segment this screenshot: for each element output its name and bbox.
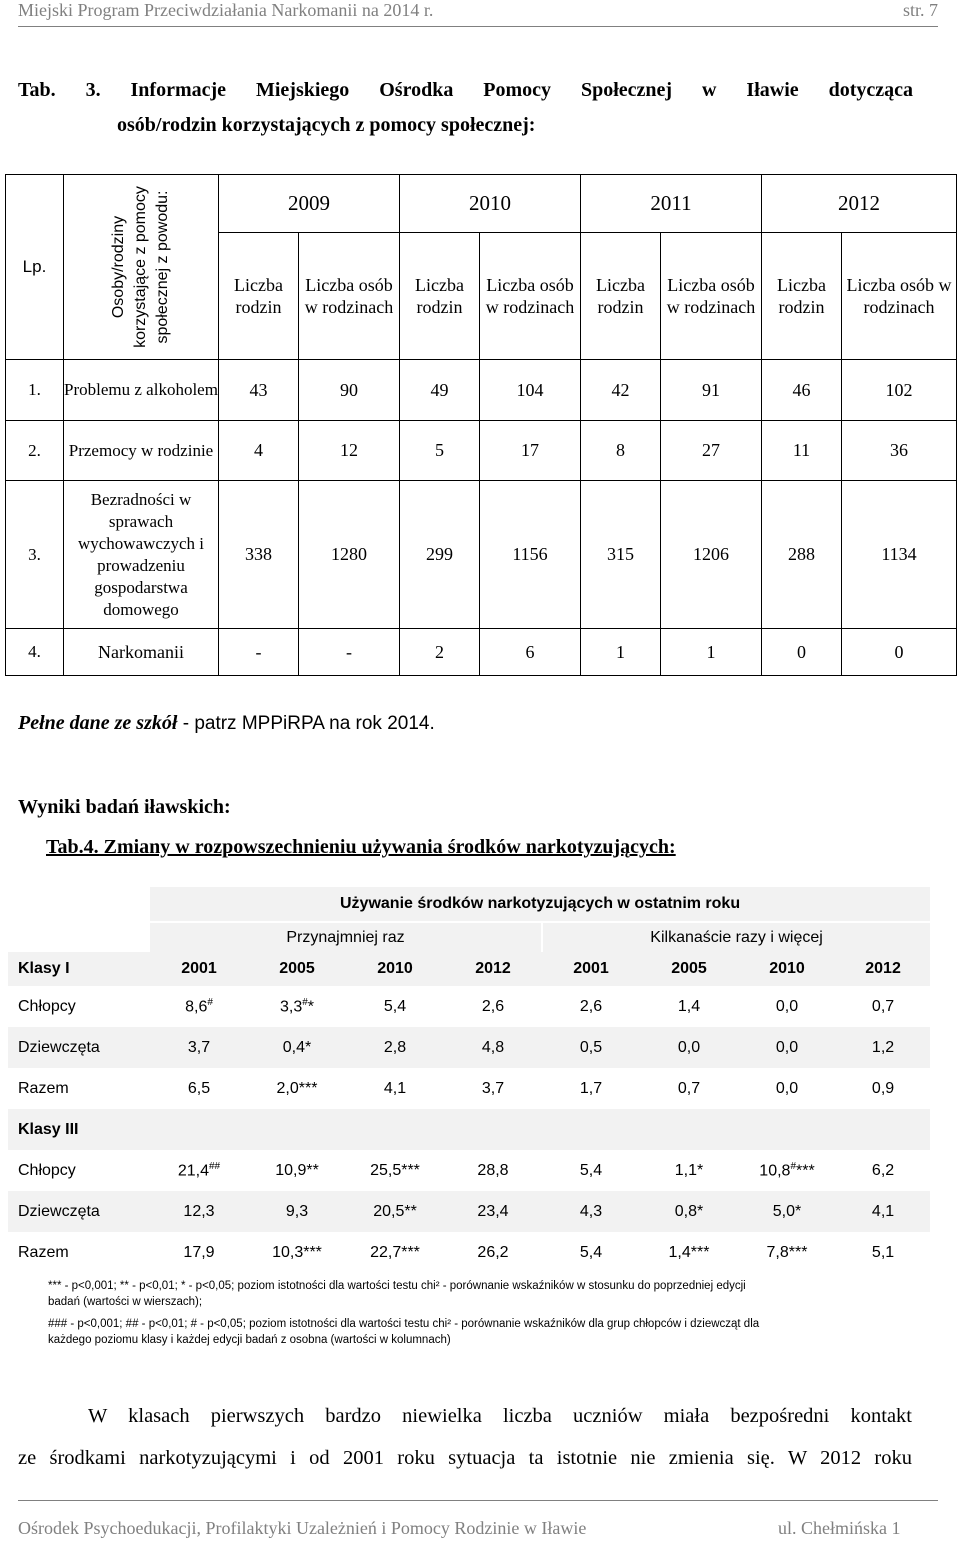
t4-cell xyxy=(248,1232,346,1273)
t4-cell-sup: ## xyxy=(209,1160,221,1172)
row4-v4: 6 xyxy=(480,629,581,676)
t4-cell-value: 0,8* xyxy=(674,1202,704,1220)
t4-header-main: Używanie środków narkotyzujących w ostatnim roku xyxy=(150,887,930,922)
schools-note xyxy=(18,712,435,735)
t4-group2: Kilkanaście razy i więcej xyxy=(542,922,930,952)
t4-year: 2001 xyxy=(542,952,640,986)
row2-v6: 27 xyxy=(661,421,762,481)
sub-families: Liczba rodzin xyxy=(762,233,842,360)
row4-v8: 0 xyxy=(842,629,957,676)
t4-year: 2012 xyxy=(836,952,930,986)
t4-cell xyxy=(150,1150,248,1191)
t4-cell xyxy=(542,986,640,1027)
t4-cell-value: 28,8 xyxy=(477,1161,509,1179)
row3-lp: 3. xyxy=(6,481,64,629)
body-paragraph xyxy=(18,1395,912,1479)
footnote-line: badań (wartości w wierszach); xyxy=(48,1296,203,1308)
t4-cell-value: 21,4 xyxy=(177,1162,209,1180)
footer-right: ul. Chełmińska 1 xyxy=(778,1518,901,1538)
t4-cell xyxy=(738,1068,836,1109)
footer-left: Ośrodek Psychoedukacji, Profilaktyki Uzależnień i Pomocy Rodzinie w Iławie xyxy=(18,1518,587,1538)
footnotes xyxy=(48,1278,928,1348)
t4-cell-value: 4,1 xyxy=(871,1202,895,1220)
t4-cell xyxy=(738,986,836,1027)
row1-v8: 102 xyxy=(842,360,957,421)
t4-klasy1-rows xyxy=(8,986,930,1109)
col-reason-text: Osoby/rodziny korzystające z pomocy społecznej z powodu: xyxy=(110,186,171,348)
row1-v1: 43 xyxy=(219,360,299,421)
row2-lp: 2. xyxy=(6,421,64,481)
t4-cell-value: 1,2 xyxy=(871,1038,895,1056)
t4-cell-value: 5,1 xyxy=(871,1243,895,1261)
row4-reason: Narkomanii xyxy=(64,629,219,676)
table3-caption-line1: Tab. 3. Informacje Miejskiego Ośrodka Pomocy Społecznej w Iławie dotycząca xyxy=(18,79,913,101)
paragraph-line1: W klasach pierwszych bardzo niewielka liczba uczniów miała bezpośredni kontakt xyxy=(88,1405,912,1427)
t4-cell xyxy=(444,1150,542,1191)
year-2012: 2012 xyxy=(762,175,957,233)
t4-cell-value: 0,0 xyxy=(775,997,799,1015)
header-left-text: Miejski Program Przeciwdziałania Narkomanii na 2014 r. xyxy=(18,0,434,20)
t4-cell xyxy=(444,1191,542,1232)
t4-year: 2010 xyxy=(346,952,444,986)
t4-cell-value: 3,7 xyxy=(187,1038,211,1056)
t4-row-label: Chłopcy xyxy=(8,1150,150,1191)
t4-cell xyxy=(640,1232,738,1273)
t4-cell-value: 4,8 xyxy=(481,1038,505,1056)
t4-cell-value: 0,0 xyxy=(775,1038,799,1056)
t4-cell xyxy=(738,1191,836,1232)
t4-row-label: Razem xyxy=(8,1068,150,1109)
row1-v2: 90 xyxy=(299,360,400,421)
t4-cell-value: 25,5*** xyxy=(370,1161,420,1179)
t4-year: 2005 xyxy=(248,952,346,986)
row1-v4: 104 xyxy=(480,360,581,421)
t4-cell xyxy=(836,1191,930,1232)
t4-blank xyxy=(8,887,150,922)
row2-v5: 8 xyxy=(581,421,661,481)
t4-cell-value: 20,5** xyxy=(373,1202,417,1220)
row2-reason: Przemocy w rodzinie xyxy=(64,421,219,481)
t4-cell-value: 2,6 xyxy=(481,997,505,1015)
row3-v1: 338 xyxy=(219,481,299,629)
row4-v1: - xyxy=(219,629,299,676)
t4-cell-value: 2,8 xyxy=(383,1038,407,1056)
footnote-line: ### - p<0,001; ## - p<0,01; # - p<0,05; poziom istotności dla wartości testu chi² - porównanie wskaźników dla grup chłopców i dziewcząt dla xyxy=(48,1318,760,1330)
row4-v3: 2 xyxy=(400,629,480,676)
t4-cell-value: 2,6 xyxy=(579,997,603,1015)
year-2011: 2011 xyxy=(581,175,762,233)
t4-blank xyxy=(8,922,150,952)
paragraph-line2: ze środkami narkotyzującymi i od 2001 roku sytuacja ta istotnie nie zmienia się. W 2012 roku xyxy=(18,1447,912,1469)
t4-cell xyxy=(248,1027,346,1068)
t4-cell-value: 17,9 xyxy=(183,1243,215,1261)
t4-cell-sup: # xyxy=(207,996,213,1008)
table-row xyxy=(8,1027,930,1068)
row4-v7: 0 xyxy=(762,629,842,676)
t4-cell-value: 1,4*** xyxy=(668,1243,710,1261)
row4-lp: 4. xyxy=(6,629,64,676)
t4-klasy3: Klasy III xyxy=(8,1109,150,1150)
t4-cell xyxy=(640,1191,738,1232)
table3-caption-line2: osób/rodzin korzystających z pomocy społecznej: xyxy=(117,114,536,136)
table-row xyxy=(8,1191,930,1232)
row4-v2: - xyxy=(299,629,400,676)
t4-cell-value: 10,9** xyxy=(275,1161,319,1179)
row4-v5: 1 xyxy=(581,629,661,676)
t4-cell-value: 2,0*** xyxy=(276,1079,318,1097)
t4-cell xyxy=(346,1232,444,1273)
t4-cell-value: 3,7 xyxy=(481,1079,505,1097)
t4-cell xyxy=(346,1068,444,1109)
t4-cell xyxy=(640,1068,738,1109)
t4-cell-value: 4,3 xyxy=(579,1202,603,1220)
table4-caption: Tab.4. Zmiany w rozpowszechnieniu używania środków narkotyzujących: xyxy=(46,836,676,858)
table3 xyxy=(5,174,957,676)
t4-cell-sup: # xyxy=(790,1160,796,1172)
t4-cell xyxy=(640,1150,738,1191)
t4-cell xyxy=(150,986,248,1027)
t4-row-label: Dziewczęta xyxy=(8,1191,150,1232)
t4-cell xyxy=(150,1068,248,1109)
t4-cell xyxy=(542,1150,640,1191)
t4-cell xyxy=(542,1068,640,1109)
table-row xyxy=(8,1150,930,1191)
t4-cell-value: 1,7 xyxy=(579,1079,603,1097)
t4-cell xyxy=(836,1068,930,1109)
t4-cell-value: 22,7*** xyxy=(370,1243,420,1261)
t4-cell-value: 7,8*** xyxy=(766,1243,808,1261)
t4-cell xyxy=(346,1191,444,1232)
t4-cell-value: 6,2 xyxy=(871,1161,895,1179)
row1-v5: 42 xyxy=(581,360,661,421)
footnote-line: *** - p<0,001; ** - p<0,01; * - p<0,05; poziom istotności dla wartości testu chi² - porównanie wskaźników w stosunku do poprzedniej edycji xyxy=(48,1280,746,1292)
sub-persons: Liczba osób w rodzinach xyxy=(661,233,762,360)
t4-cell-value: 4,1 xyxy=(383,1079,407,1097)
t4-cell xyxy=(444,1027,542,1068)
col-reason-header xyxy=(64,175,219,360)
row2-v3: 5 xyxy=(400,421,480,481)
t4-cell xyxy=(542,1232,640,1273)
t4-cell xyxy=(640,1027,738,1068)
col-lp-header: Lp. xyxy=(6,175,64,360)
row3-v4: 1156 xyxy=(480,481,581,629)
row3-v8: 1134 xyxy=(842,481,957,629)
row3-v6: 1206 xyxy=(661,481,762,629)
t4-cell xyxy=(248,986,346,1027)
year-2010: 2010 xyxy=(400,175,581,233)
t4-cell-stars: *** xyxy=(796,1162,815,1180)
t4-cell-value: 6,5 xyxy=(187,1079,211,1097)
row1-v3: 49 xyxy=(400,360,480,421)
row1-v6: 91 xyxy=(661,360,762,421)
row2-v8: 36 xyxy=(842,421,957,481)
t4-cell-value: 0,9 xyxy=(871,1079,895,1097)
t4-cell-value: 5,4 xyxy=(383,997,407,1015)
page-header xyxy=(18,0,938,28)
section-title: Wyniki badań iławskich: xyxy=(18,796,231,818)
sub-families: Liczba rodzin xyxy=(400,233,480,360)
t4-years-row xyxy=(8,952,930,986)
t4-cell xyxy=(248,1068,346,1109)
t4-cell xyxy=(542,1191,640,1232)
t4-cell-value: 5,4 xyxy=(579,1161,603,1179)
row3-v3: 299 xyxy=(400,481,480,629)
sub-persons: Liczba osób w rodzinach xyxy=(842,233,957,360)
t4-cell xyxy=(444,986,542,1027)
row3-v2: 1280 xyxy=(299,481,400,629)
t4-cell-value: 10,3*** xyxy=(272,1243,322,1261)
table-row xyxy=(8,986,930,1027)
t4-cell xyxy=(150,1191,248,1232)
t4-klasy3-rows xyxy=(8,1150,930,1273)
row2-v2: 12 xyxy=(299,421,400,481)
t4-row-label: Dziewczęta xyxy=(8,1027,150,1068)
t4-cell xyxy=(738,1150,836,1191)
t4-cell xyxy=(836,1232,930,1273)
row2-v4: 17 xyxy=(480,421,581,481)
t4-cell-value: 0,7 xyxy=(677,1079,701,1097)
t4-cell-value: 0,0 xyxy=(775,1079,799,1097)
t4-cell xyxy=(542,1027,640,1068)
t4-cell-value: 0,7 xyxy=(871,997,895,1015)
t4-cell-value: 5,4 xyxy=(579,1243,603,1261)
footnote-line: każdego poziomu klasy i każdej edycji badań z osobna (wartości w kolumnach) xyxy=(48,1334,451,1346)
t4-cell xyxy=(346,1150,444,1191)
t4-cell-value: 23,4 xyxy=(477,1202,509,1220)
t4-group1: Przynajmniej raz xyxy=(150,922,542,952)
t4-cell xyxy=(444,1232,542,1273)
t4-cell xyxy=(836,1150,930,1191)
t4-cell xyxy=(346,986,444,1027)
t4-cell xyxy=(836,1027,930,1068)
t4-cell xyxy=(248,1150,346,1191)
row3-v5: 315 xyxy=(581,481,661,629)
t4-cell-value: 8,6 xyxy=(185,998,208,1016)
t4-cell-value: 0,5 xyxy=(579,1038,603,1056)
t4-row-label: Chłopcy xyxy=(8,986,150,1027)
t4-cell-value: 9,3 xyxy=(285,1202,309,1220)
table-row xyxy=(8,1232,930,1273)
row3-reason: Bezradności w sprawach wychowawczych i prowadzeniu gospodarstwa domowego xyxy=(64,481,219,629)
t4-cell-stars: * xyxy=(307,998,315,1016)
t4-cell-value: 10,8 xyxy=(759,1162,791,1180)
t4-cell xyxy=(248,1191,346,1232)
row1-reason: Problemu z alkoholem xyxy=(64,360,219,421)
t4-row-label: Razem xyxy=(8,1232,150,1273)
t4-cell xyxy=(444,1068,542,1109)
t4-cell-value: 26,2 xyxy=(477,1243,509,1261)
row2-v1: 4 xyxy=(219,421,299,481)
t4-cell-value: 0,4* xyxy=(282,1038,312,1056)
t4-cell xyxy=(836,986,930,1027)
t4-cell-value: 0,0 xyxy=(677,1038,701,1056)
row1-lp: 1. xyxy=(6,360,64,421)
t4-cell-value: 1,1* xyxy=(674,1161,704,1179)
t4-cell xyxy=(738,1027,836,1068)
t4-cell-sup: # xyxy=(302,996,308,1008)
t4-year: 2012 xyxy=(444,952,542,986)
t4-cell xyxy=(640,986,738,1027)
schools-note-italic: Pełne dane ze szkół xyxy=(18,712,178,734)
year-2009: 2009 xyxy=(219,175,400,233)
row3-v7: 288 xyxy=(762,481,842,629)
t4-cell xyxy=(150,1232,248,1273)
t4-cell xyxy=(150,1027,248,1068)
t4-klasy1: Klasy I xyxy=(8,952,150,986)
t4-cell-value: 12,3 xyxy=(183,1202,215,1220)
t4-year: 2010 xyxy=(738,952,836,986)
sub-persons: Liczba osób w rodzinach xyxy=(480,233,581,360)
header-page-number: str. 7 xyxy=(902,0,938,20)
table4 xyxy=(8,887,930,1273)
row4-v6: 1 xyxy=(661,629,762,676)
t4-year: 2005 xyxy=(640,952,738,986)
footer-divider xyxy=(18,1500,938,1501)
schools-note-rest: - patrz MPPiRPA na rok 2014. xyxy=(177,713,435,734)
t4-year: 2001 xyxy=(150,952,248,986)
t4-cell xyxy=(346,1027,444,1068)
header-divider xyxy=(18,26,938,27)
table-row xyxy=(8,1068,930,1109)
row1-v7: 46 xyxy=(762,360,842,421)
t4-cell-value: 1,4 xyxy=(677,997,701,1015)
row2-v7: 11 xyxy=(762,421,842,481)
sub-families: Liczba rodzin xyxy=(219,233,299,360)
t4-cell-value: 5,0* xyxy=(772,1202,802,1220)
sub-families: Liczba rodzin xyxy=(581,233,661,360)
t4-cell xyxy=(738,1232,836,1273)
sub-persons: Liczba osób w rodzinach xyxy=(299,233,400,360)
t4-cell-value: 3,3 xyxy=(279,998,303,1016)
